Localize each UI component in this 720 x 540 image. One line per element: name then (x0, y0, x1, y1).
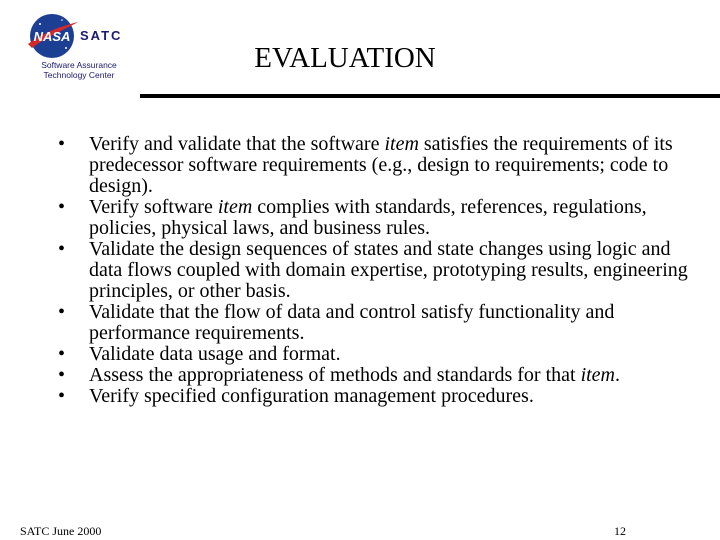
logo-line-2: Technology Center (43, 70, 115, 80)
bullet-item: • Validate data usage and format. (58, 343, 341, 365)
logo-line-1: Software Assurance (41, 60, 117, 70)
bullet-marker: • (58, 385, 66, 407)
satc-logo (24, 10, 134, 82)
bullet-item: • Verify specified configuration management procedures. (58, 385, 534, 407)
bullet-item: • Verify and validate that the software item satisfies the requirements of its predecessor software requirements (e.g., design to requirements; code to design). (58, 133, 673, 197)
bullet-item: • Verify software item complies with standards, references, regulations, policies, physical laws, and business rules. (58, 196, 647, 239)
footer-date: SATC June 2000 (20, 524, 102, 538)
bullet-marker: • (58, 133, 66, 155)
bullet-marker: • (58, 301, 66, 323)
logo-org: SATC (80, 28, 123, 43)
bullet-item: • Validate that the flow of data and control satisfy functionality and performance requirements. (58, 301, 615, 344)
slide-title: EVALUATION (254, 42, 436, 74)
bullet-marker: • (58, 364, 66, 386)
bullet-marker: • (58, 343, 66, 365)
page-number: 12 (614, 524, 626, 538)
title-rule (140, 94, 720, 98)
bullet-list (58, 134, 698, 407)
logo-agency: NASA (33, 29, 71, 44)
bullet-item: • Assess the appropriateness of methods and standards for that item. (58, 364, 620, 386)
bullet-marker: • (58, 238, 66, 260)
bullet-marker: • (58, 196, 66, 218)
bullet-item: • Validate the design sequences of states and state changes using logic and data flows coupled with domain expertise, prototyping results, engineering principles, or other basis. (58, 238, 688, 302)
nasa-meatball-icon (24, 10, 134, 60)
